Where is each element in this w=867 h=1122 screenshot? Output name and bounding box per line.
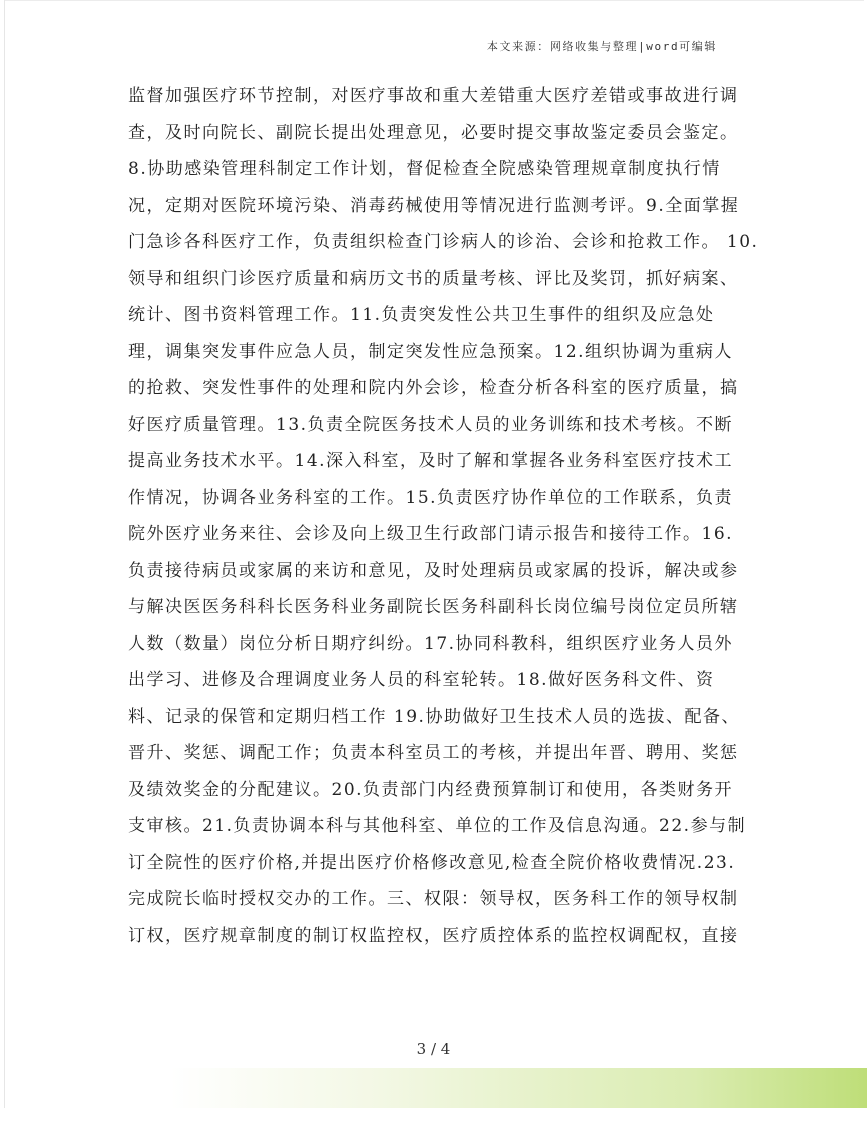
text-line: 提高业务技术水平。14.深入科室，及时了解和掌握各业务科室医疗技术工 [128, 451, 734, 471]
page-border-left [4, 0, 5, 1110]
text-line: 领导和组织门诊医疗质量和病历文书的质量考核、评比及奖罚，抓好病案、 [128, 268, 739, 289]
text-line: 与解决医医务科科长医务科业务副院长医务科副科长岗位编号岗位定员所辖 [128, 597, 739, 617]
text-line: 8.协助感染管理科制定工作计划，督促检查全院感染管理规章制度执行情 [128, 159, 721, 179]
page-number: 3 / 4 [416, 1040, 451, 1058]
text-line: 院外医疗业务来往、会诊及向上级卫生行政部门请示报告和接待工作。16. [128, 524, 734, 544]
text-line: 及绩效奖金的分配建议。20.负责部门内经费预算制订和使用，各类财务开 [128, 779, 734, 800]
text-line: 负责接待病员或家属的来访和意见，及时处理病员或家属的投诉，解决或参 [128, 560, 739, 581]
text-line: 门急诊各科医疗工作，负责组织检查门诊病人的诊治、会诊和抢救工作。 10. [128, 232, 759, 252]
text-line: 订权，医疗规章制度的制订权监控权，医疗质控体系的监控权调配权，直接 [128, 925, 739, 946]
text-line: 支审核。21.负责协调本科与其他科室、单位的工作及信息沟通。22.参与制 [128, 816, 747, 836]
text-line: 监督加强医疗环节控制，对医疗事故和重大差错重大医疗差错或事故进行调 [128, 86, 739, 106]
source-header: 本文来源：网络收集与整理|word可编辑 [486, 40, 717, 53]
text-line: 的抢救、突发性事件的处理和院内外会诊，检查分析各科室的医疗质量，搞 [128, 378, 739, 398]
text-line: 况，定期对医院环境污染、消毒药械使用等情况进行监测考评。9.全面掌握 [128, 195, 740, 216]
document-body [128, 78, 759, 954]
text-line: 出学习、进修及合理调度业务人员的科室轮转。18.做好医务科文件、资 [128, 670, 715, 690]
text-line: 晋升、奖惩、调配工作；负责本科室员工的考核，并提出年晋、聘用、奖惩 [128, 743, 739, 763]
footer-margin [0, 1108, 867, 1122]
text-line: 人数（数量）岗位分析日期疗纠纷。17.协同科教科，组织医疗业务人员外 [128, 633, 734, 654]
text-line: 完成院长临时授权交办的工作。三、权限：领导权，医务科工作的领导权制 [128, 889, 739, 909]
text-line: 理，调集突发事件应急人员，制定突发性应急预案。12.组织协调为重病人 [128, 341, 734, 362]
footer-decoration [170, 1068, 867, 1110]
text-line: 订全院性的医疗价格,并提出医疗价格修改意见,检查全院价格收费情况.23. [128, 852, 736, 873]
page-border-top [4, 0, 864, 1]
text-line: 查，及时向院长、副院长提出处理意见，必要时提交事故鉴定委员会鉴定。 [128, 122, 739, 143]
text-line: 统计、图书资料管理工作。11.负责突发性公共卫生事件的组织及应急处 [128, 305, 715, 325]
text-line: 好医疗质量管理。13.负责全院医务技术人员的业务训练和技术考核。不断 [128, 414, 734, 435]
text-line: 料、记录的保管和定期归档工作 19.协助做好卫生技术人员的选拔、配备、 [128, 706, 740, 727]
text-line: 作情况，协调各业务科室的工作。15.负责医疗协作单位的工作联系，负责 [128, 487, 734, 508]
